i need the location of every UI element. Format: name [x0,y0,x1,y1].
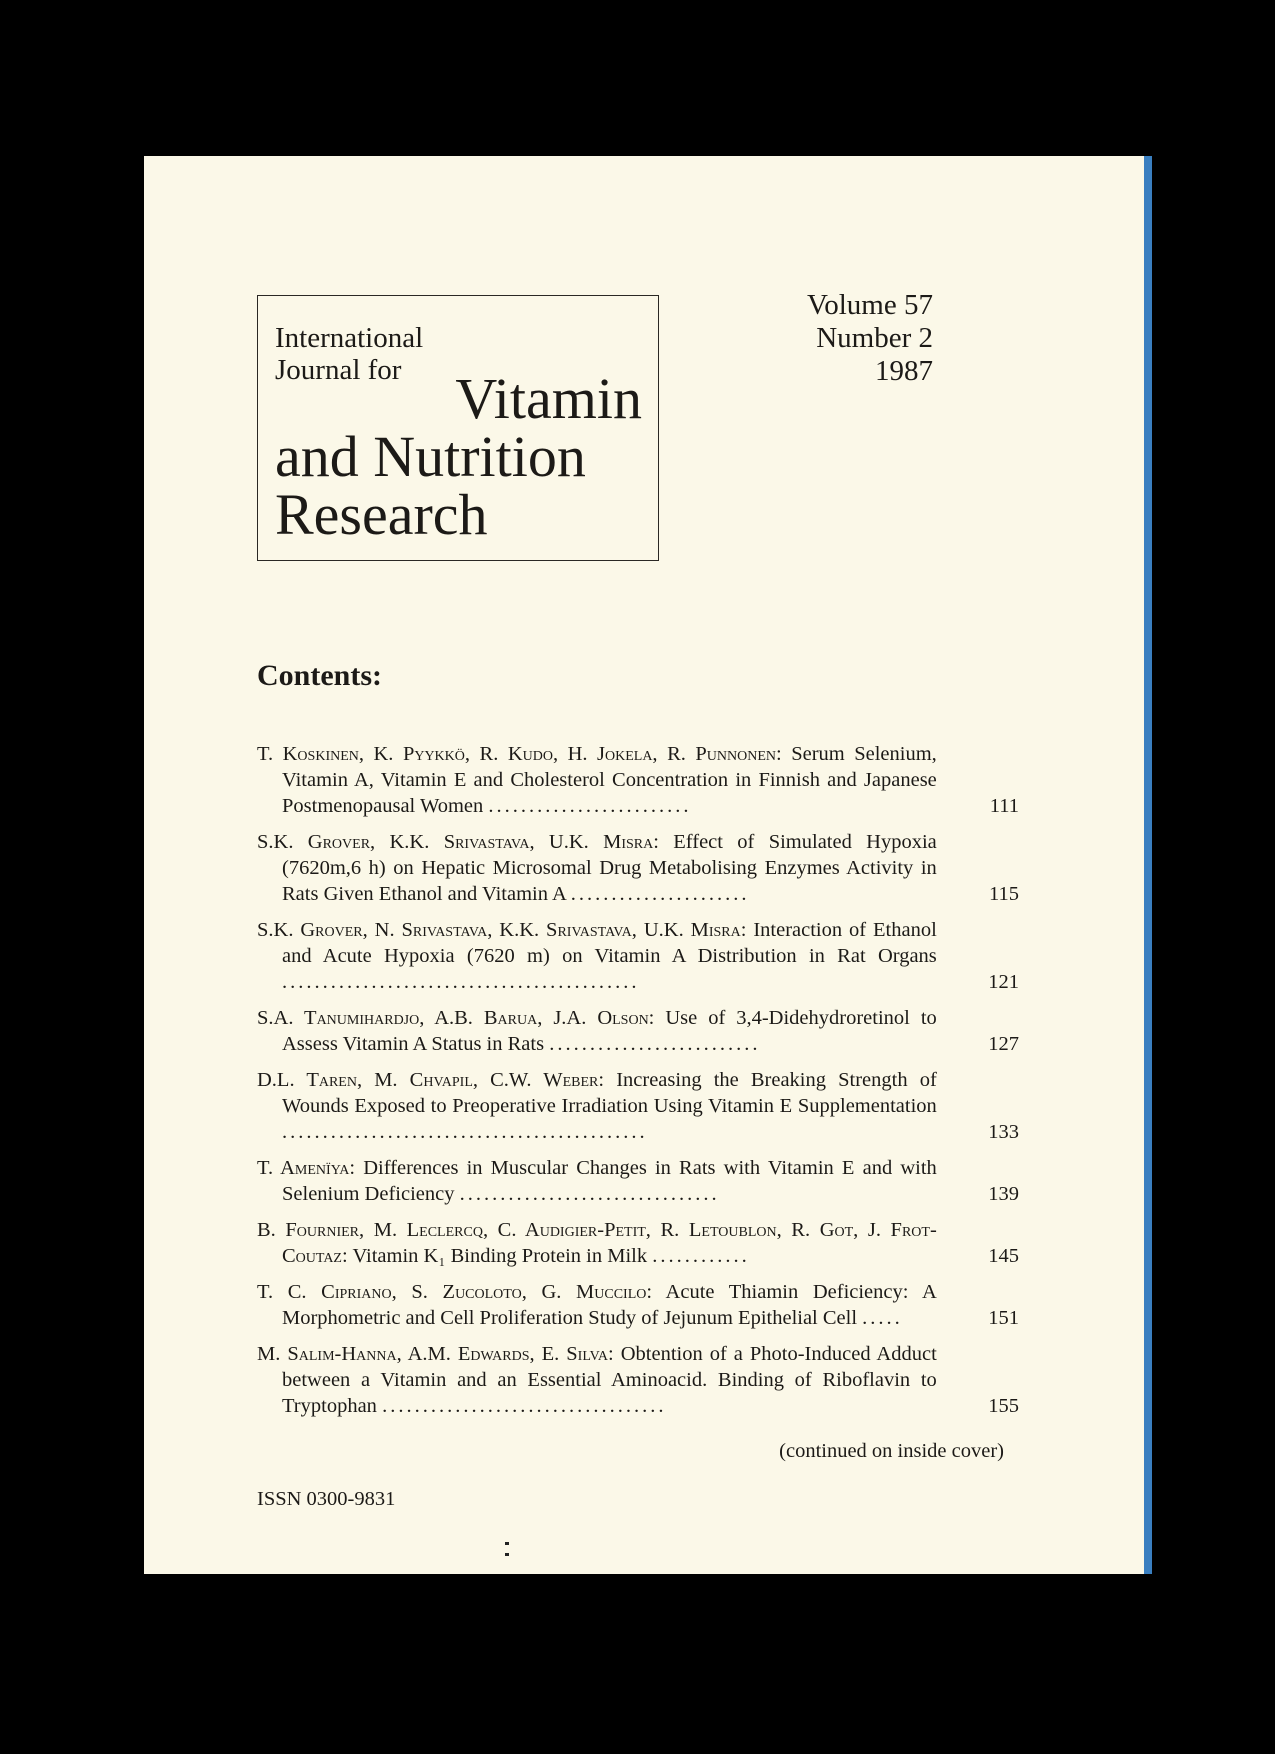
toc-page: 111 [989,795,1019,817]
print-mark [505,1542,509,1556]
toc-page: 127 [988,1033,1019,1055]
toc-entry [257,1217,1019,1269]
title-line-international: International [275,322,424,354]
toc-authors: S.A. Tanumihardjo, A.B. Barua, J.A. Olson: [257,1007,655,1029]
issn-number: ISSN 0300-9831 [257,1488,396,1510]
toc-title: Obtention of a Photo-Induced Adduct between a Vitamin and an Essential Aminoacid. Binding of Riboflavin to Tryptophan [282,1343,937,1417]
dot-leader: ...................... [570,883,750,905]
dot-leader: ................................... [382,1395,667,1417]
toc-page: 121 [988,971,1019,993]
dot-leader: ..... [862,1307,903,1329]
toc-entry [257,1067,1019,1145]
toc-entry [257,917,1019,995]
toc-authors: B. Fournier, M. Leclercq, C. Audigier-Petit, R. Letoublon, R. Got, J. Frot-Coutaz: [257,1219,937,1267]
issue-info [807,289,933,388]
toc-entry-text [257,1155,937,1207]
toc-authors: T. C. Cipriano, S. Zucoloto, G. Muccilo: [257,1281,653,1303]
toc-entry-text [257,829,937,907]
toc-entry [257,741,1019,819]
toc-entry [257,1155,1019,1207]
toc-entry-text [257,1005,937,1057]
toc-authors: T. Amenïya: [257,1157,356,1179]
toc-entry-text [257,917,937,995]
toc-entry [257,829,1019,907]
toc-title: Acute Thiamin Deficiency: A Morphometric and Cell Proliferation Study of Jejunum Epithelial Cell [282,1281,937,1329]
title-line-and-nutrition: and Nutrition [275,424,586,489]
issue-year: 1987 [875,355,933,387]
toc-page: 133 [988,1121,1019,1143]
toc-entry-text [257,1217,937,1269]
table-of-contents [257,741,1019,1429]
toc-authors: S.K. Grover, K.K. Srivastava, U.K. Misra: [257,831,659,853]
toc-title: Differences in Muscular Changes in Rats with Vitamin E and with Selenium Deficiency [282,1157,937,1205]
toc-page: 155 [988,1395,1019,1417]
dot-leader: .......................... [549,1033,761,1055]
toc-authors: D.L. Taren, M. Chvapil, C.W. Weber: [257,1069,605,1091]
dot-leader: ............ [652,1245,750,1267]
title-word-vitamin: Vitamin [455,366,642,431]
dot-leader: ............................................. [282,1121,648,1143]
toc-page: 115 [989,883,1019,905]
dot-leader: ......................... [488,795,692,817]
journal-title-box [257,295,659,561]
toc-title: Increasing the Breaking Strength of Wounds Exposed to Preoperative Irradiation Using Vitamin E Supplementation [282,1069,937,1117]
toc-title: Use of 3,4-Didehydroretinol to Assess Vitamin A Status in Rats [282,1007,937,1055]
journal-title-main [275,424,586,547]
contents-heading: Contents: [257,659,382,692]
journal-cover [144,156,1152,1574]
issue-volume: Volume 57 [807,289,933,321]
toc-entry-text [257,1341,937,1419]
toc-page: 151 [988,1307,1019,1329]
toc-entry [257,1005,1019,1057]
journal-title-prefix [275,322,423,386]
toc-authors: S.K. Grover, N. Srivastava, K.K. Srivastava, U.K. Misra: [257,919,747,941]
toc-entry [257,1341,1019,1419]
title-line-research: Research [275,482,488,547]
toc-entry [257,1279,1019,1331]
toc-title: Effect of Simulated Hypoxia (7620m,6 h) on Hepatic Microsomal Drug Metabolising Enzymes Activity in Rats Given Ethanol and Vitamin A [282,831,937,905]
issue-number: Number 2 [816,322,933,354]
toc-title: Interaction of Ethanol and Acute Hypoxia (7620 m) on Vitamin A Distribution in Rat Organs [282,919,937,967]
dot-leader: ................................ [459,1183,720,1205]
toc-page: 139 [988,1183,1019,1205]
toc-entry-text [257,1067,937,1145]
toc-authors: T. Koskinen, K. Pyykkö, R. Kudo, H. Jokela, R. Punnonen: [257,743,782,765]
toc-authors: M. Salim-Hanna, A.M. Edwards, E. Silva: [257,1343,614,1365]
title-line-journal-for: Journal for [275,354,402,386]
toc-title: Serum Selenium, Vitamin A, Vitamin E and Cholesterol Concentration in Finnish and Japanese Postmenopausal Women [282,743,937,817]
continued-note: (continued on inside cover) [779,1440,1004,1462]
toc-entry-text [257,741,937,819]
toc-title: Vitamin K₁ Binding Protein in Milk [352,1245,648,1267]
dot-leader: ............................................ [282,971,640,993]
toc-entry-text [257,1279,937,1331]
toc-page: 145 [988,1245,1019,1267]
